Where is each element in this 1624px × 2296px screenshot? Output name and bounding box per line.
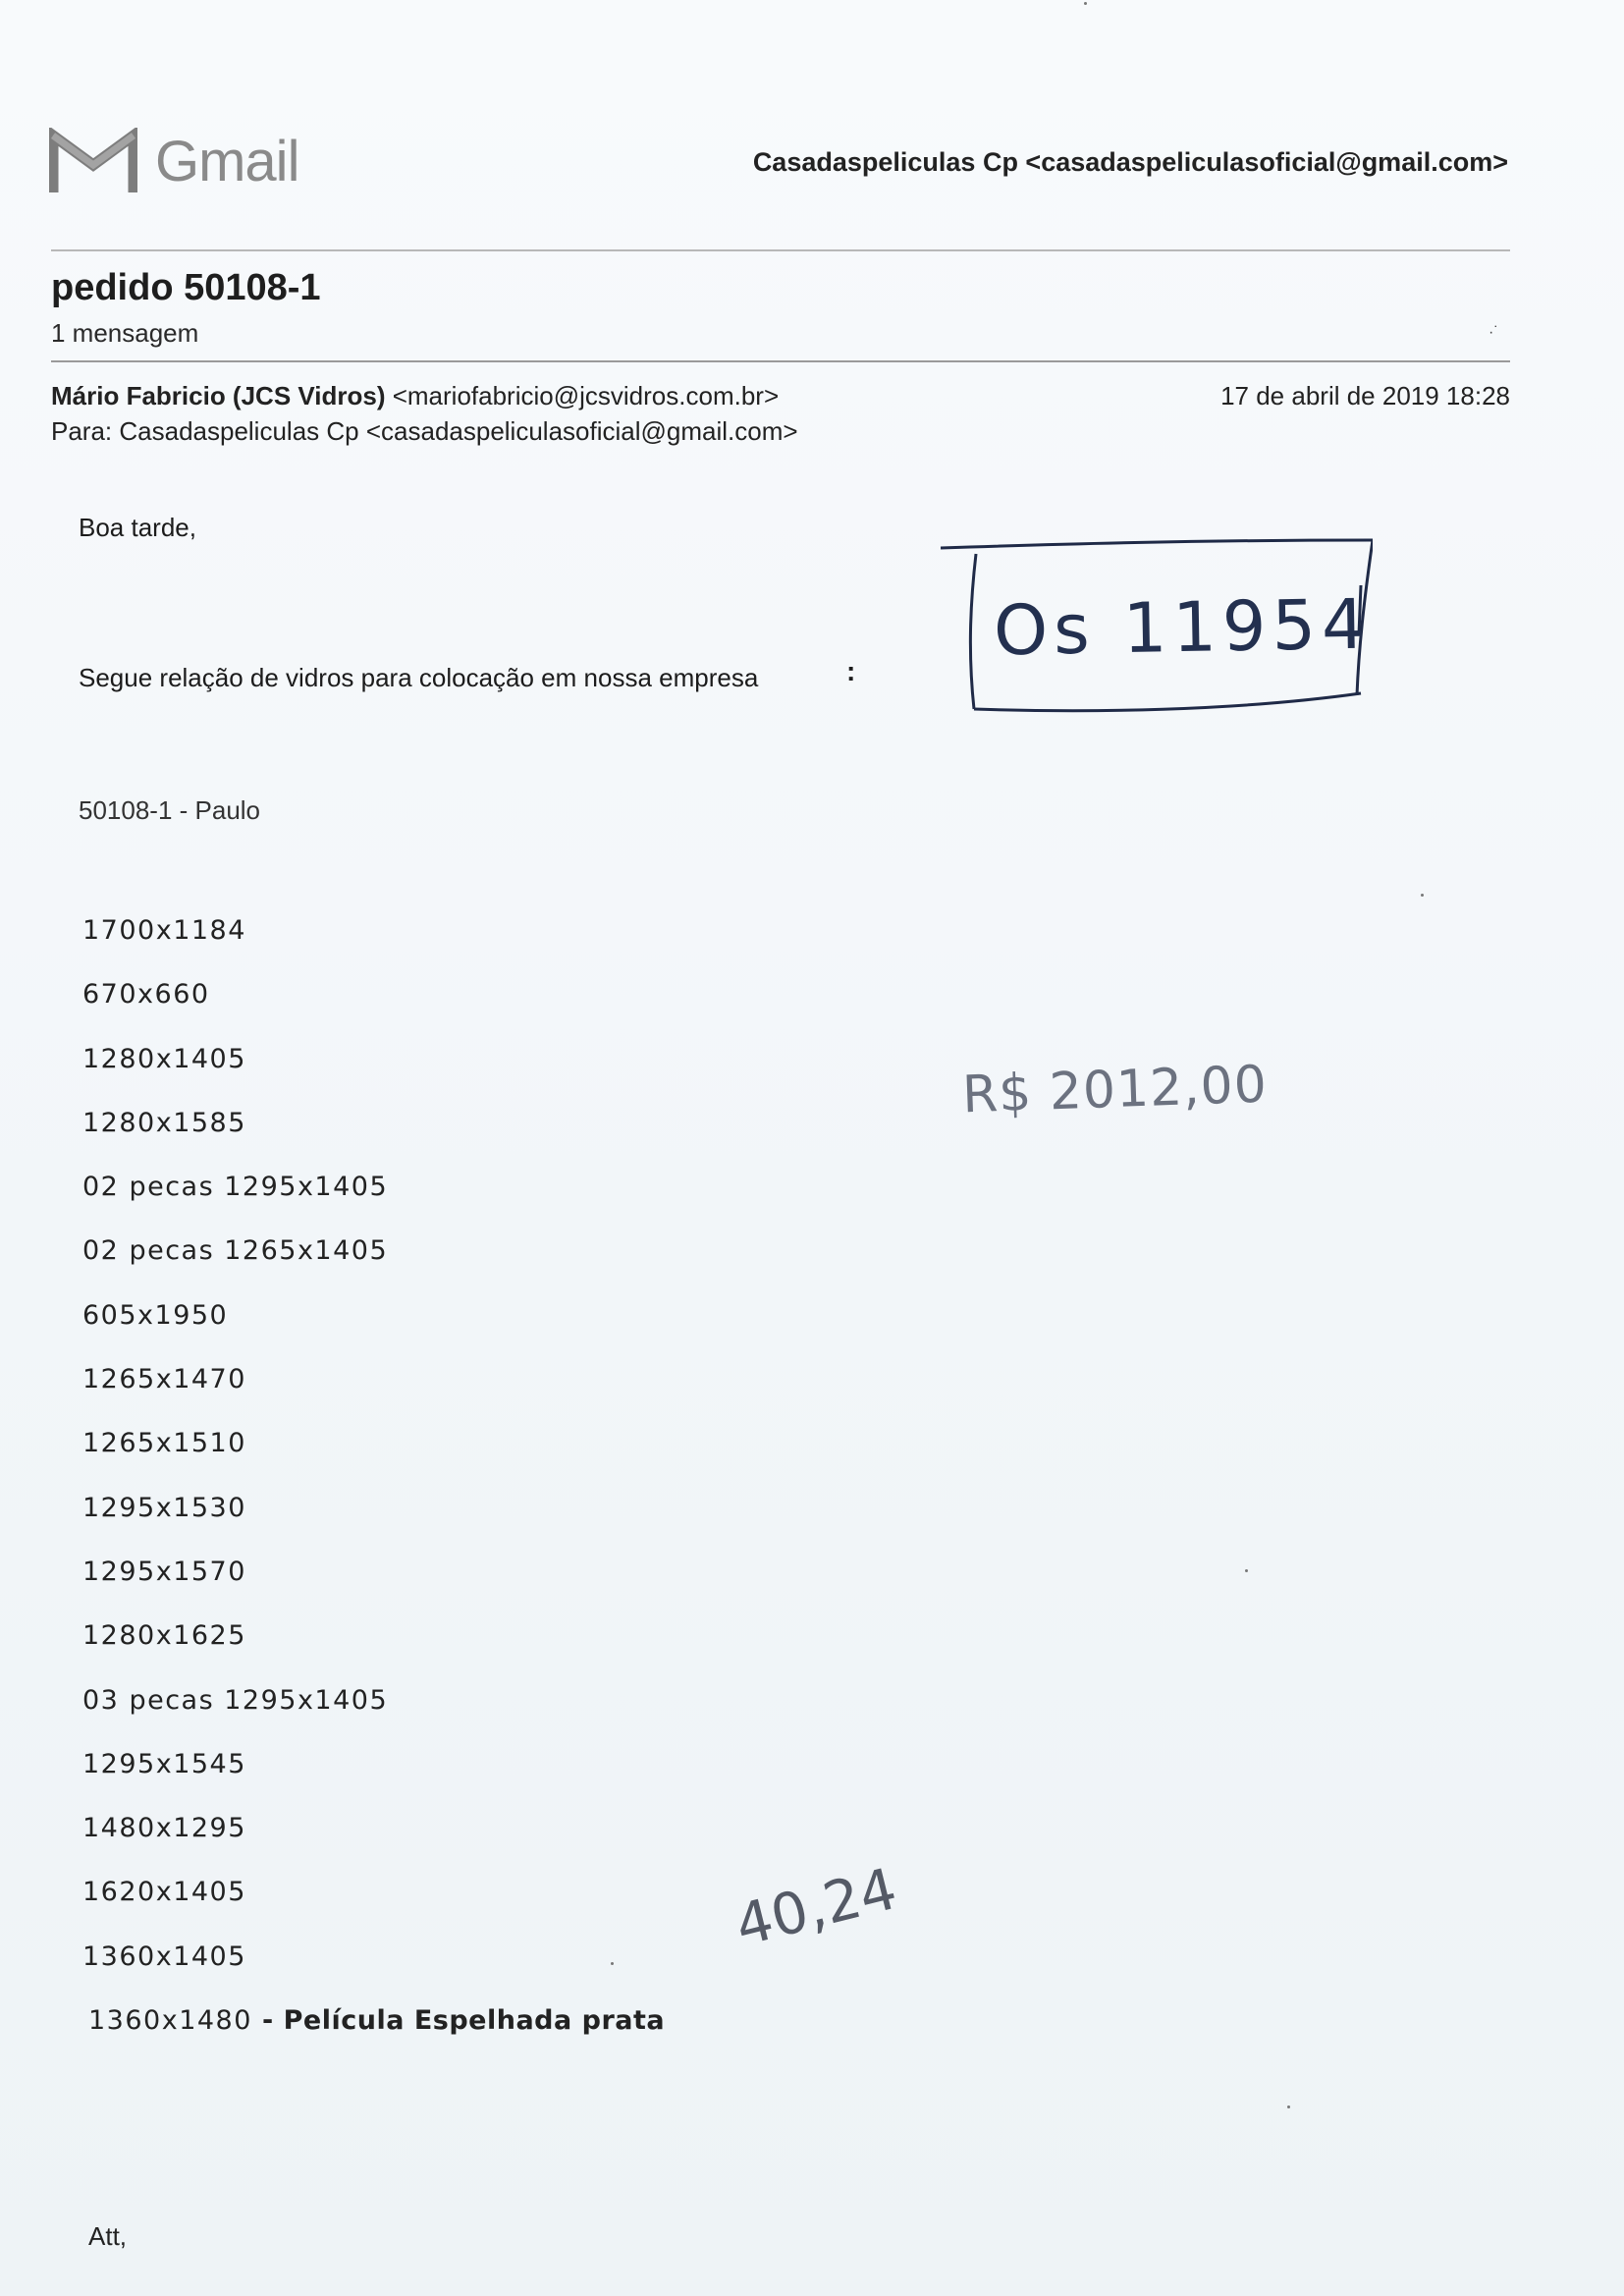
gmail-m-icon — [49, 128, 137, 194]
glass-list — [82, 907, 665, 2061]
account-address: Casadaspeliculas Cp <casadaspeliculasoficial@gmail.com> — [752, 147, 1508, 177]
order-reference: 50108-1 - Paulo — [79, 795, 261, 825]
list-item: 1480x1295 — [82, 1813, 246, 1844]
list-item: 605x1950 — [82, 1299, 229, 1331]
list-item: 02 pecas 1295x1405 — [82, 1172, 389, 1203]
header-divider — [51, 249, 1510, 251]
scan-speck — [1421, 894, 1424, 897]
scan-speck — [1084, 2, 1087, 5]
thread-subject: pedido 50108-1 — [51, 267, 321, 308]
sender-name: Mário Fabricio (JCS Vidros) — [51, 381, 386, 410]
last-item-size: 1360x1480 — [88, 2005, 252, 2037]
closing: Att, — [88, 2221, 128, 2251]
list-item: 1295x1545 — [82, 1748, 246, 1779]
message-date: 17 de abril de 2019 18:28 — [1220, 381, 1510, 410]
list-item: 1700x1184 — [82, 915, 246, 946]
list-item: 1620x1405 — [82, 1877, 246, 1908]
list-item: 1280x1405 — [82, 1043, 246, 1074]
list-item: 03 pecas 1295x1405 — [82, 1684, 389, 1716]
sender-line — [51, 381, 779, 411]
handwritten-amount: R$ 2012,00 — [961, 1055, 1269, 1125]
recipient-line: Para: Casadaspeliculas Cp <casadaspeliculasoficial@gmail.com> — [51, 416, 798, 446]
list-item: 670x660 — [82, 979, 210, 1011]
film-type-note: - Película Espelhada prata — [262, 2005, 666, 2037]
greeting: Boa tarde, — [79, 513, 196, 542]
intro-colon: : — [846, 656, 856, 686]
message-count: 1 mensagem — [51, 318, 199, 348]
handwritten-total: 40,24 — [729, 1854, 903, 1960]
scan-speck — [1287, 2105, 1290, 2108]
list-item: 1360x1405 — [82, 1941, 246, 1972]
intro-text: Segue relação de vidros para colocação em nossa empresa — [79, 663, 759, 692]
list-item: 1295x1570 — [82, 1556, 246, 1587]
gmail-wordmark: Gmail — [155, 129, 299, 193]
list-item: 02 pecas 1265x1405 — [82, 1235, 389, 1267]
list-item-last — [88, 1997, 665, 2061]
list-item: 1265x1510 — [82, 1428, 246, 1459]
list-item: 1265x1470 — [82, 1364, 246, 1395]
thread-divider — [51, 360, 1510, 362]
list-item: 1280x1585 — [82, 1107, 246, 1138]
sender-email: <mariofabricio@jcsvidros.com.br> — [392, 381, 780, 410]
scan-speck — [611, 1962, 614, 1965]
gmail-logo — [49, 128, 298, 194]
print-marker: ·˙ — [1489, 324, 1499, 341]
list-item: 1295x1530 — [82, 1492, 246, 1523]
scan-speck — [1245, 1569, 1248, 1572]
handwritten-os-number: Os 11954 — [993, 583, 1373, 672]
list-item: 1280x1625 — [82, 1620, 246, 1652]
